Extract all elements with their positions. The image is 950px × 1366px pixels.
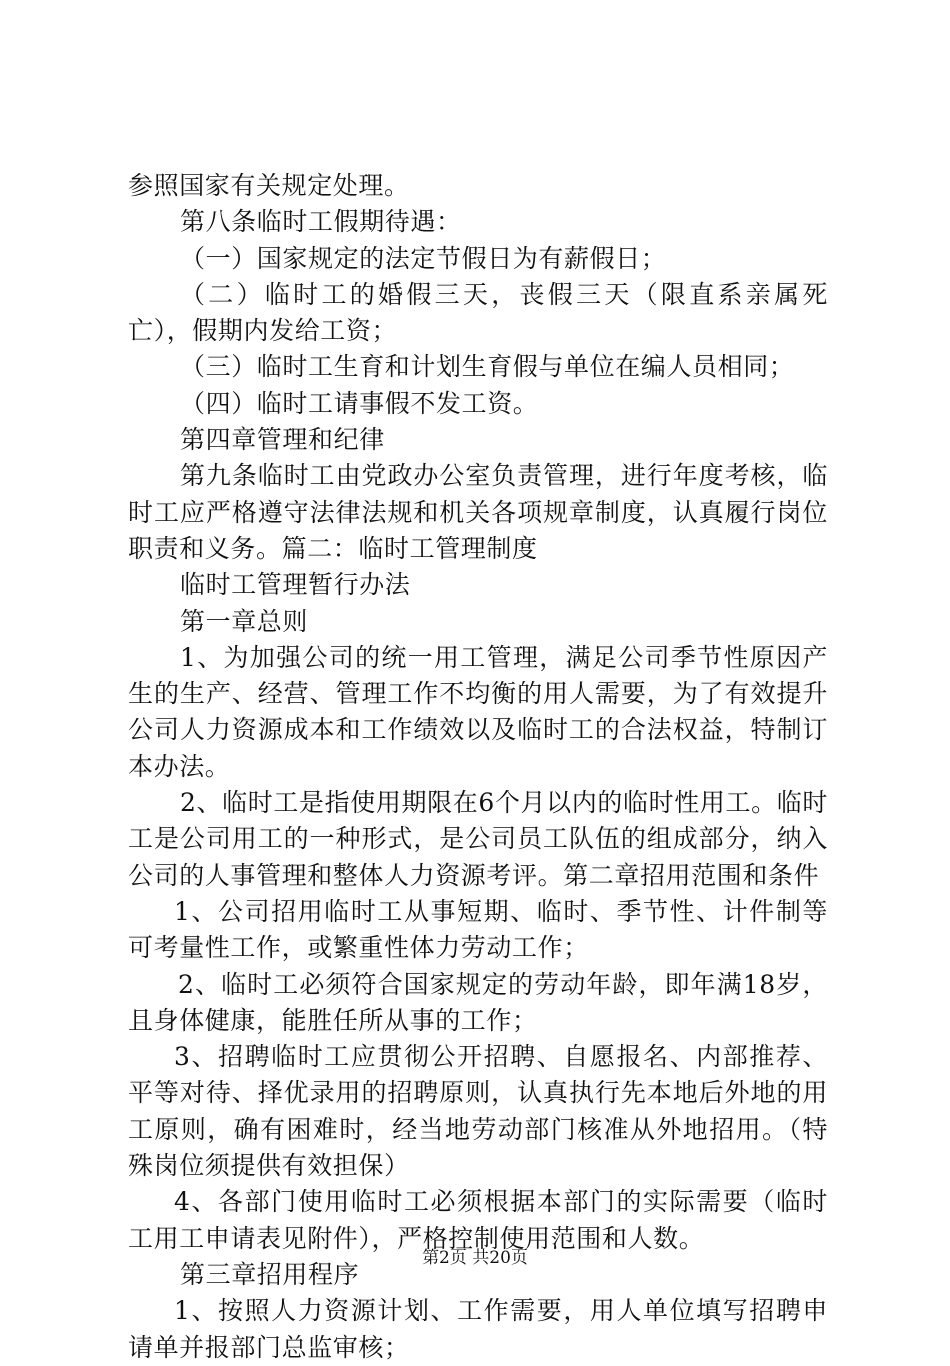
document-body <box>128 168 828 1366</box>
chapter-heading: 第四章管理和纪律 <box>180 425 385 455</box>
list-item: 1、按照人力资源计划、工作需要，用人单位填写招聘申请单并报部门总监审核； <box>128 1296 828 1362</box>
paragraph: 第九条临时工由党政办公室负责管理，进行年度考核，临时工应严格遵守法律法规和机关各项规章制度，认真履行岗位职责和义务。篇二：临时工管理制度 <box>128 461 828 563</box>
page-number: 第2页 共20页 <box>422 1248 528 1268</box>
paragraph: 1、为加强公司的统一用工管理，满足公司季节性原因产生的生产、经营、管理工作不均衡的用人需要，为了有效提升公司人力资源成本和工作绩效以及临时工的合法权益，特制订本办法。 <box>128 642 828 781</box>
list-item: （三）临时工生育和计划生育假与单位在编人员相同； <box>180 352 795 382</box>
list-item: 2、临时工必须符合国家规定的劳动年龄，即年满18岁，且身体健康，能胜任所从事的工作； <box>128 969 828 1035</box>
section-title: 临时工管理暂行办法 <box>180 570 411 600</box>
article-heading: 第八条临时工假期待遇： <box>180 207 462 237</box>
paragraph: 2、临时工是指使用期限在6个月以内的临时性用工。临时工是公司用工的一种形式，是公司员工队伍的组成部分，纳入公司的人事管理和整体人力资源考评。第二章招用范围和条件 <box>128 788 828 890</box>
list-item: （四）临时工请事假不发工资。 <box>180 388 539 418</box>
list-item: 1、公司招用临时工从事短期、临时、季节性、计件制等可考量性工作，或繁重性体力劳动工作； <box>128 896 828 963</box>
list-item: （二）临时工的婚假三天，丧假三天（限直系亲属死亡），假期内发给工资； <box>128 279 828 346</box>
chapter-heading: 第一章总则 <box>180 606 309 636</box>
paragraph: 参照国家有关规定处理。 <box>128 171 410 200</box>
list-item: 4、各部门使用临时工必须根据本部门的实际需要（临时工用工申请表见附件），严格控制使用范围和人数。 <box>128 1187 828 1253</box>
chapter-heading: 第三章招用程序 <box>180 1259 360 1289</box>
list-item: 3、招聘临时工应贯彻公开招聘、自愿报名、内部推荐、平等对待、择优录用的招聘原则，认真执行先本地后外地的用工原则，确有困难时，经当地劳动部门核准从外地招用。（特殊岗位须提供有效担保） <box>128 1042 828 1181</box>
list-item: （一）国家规定的法定节假日为有薪假日； <box>180 243 667 273</box>
